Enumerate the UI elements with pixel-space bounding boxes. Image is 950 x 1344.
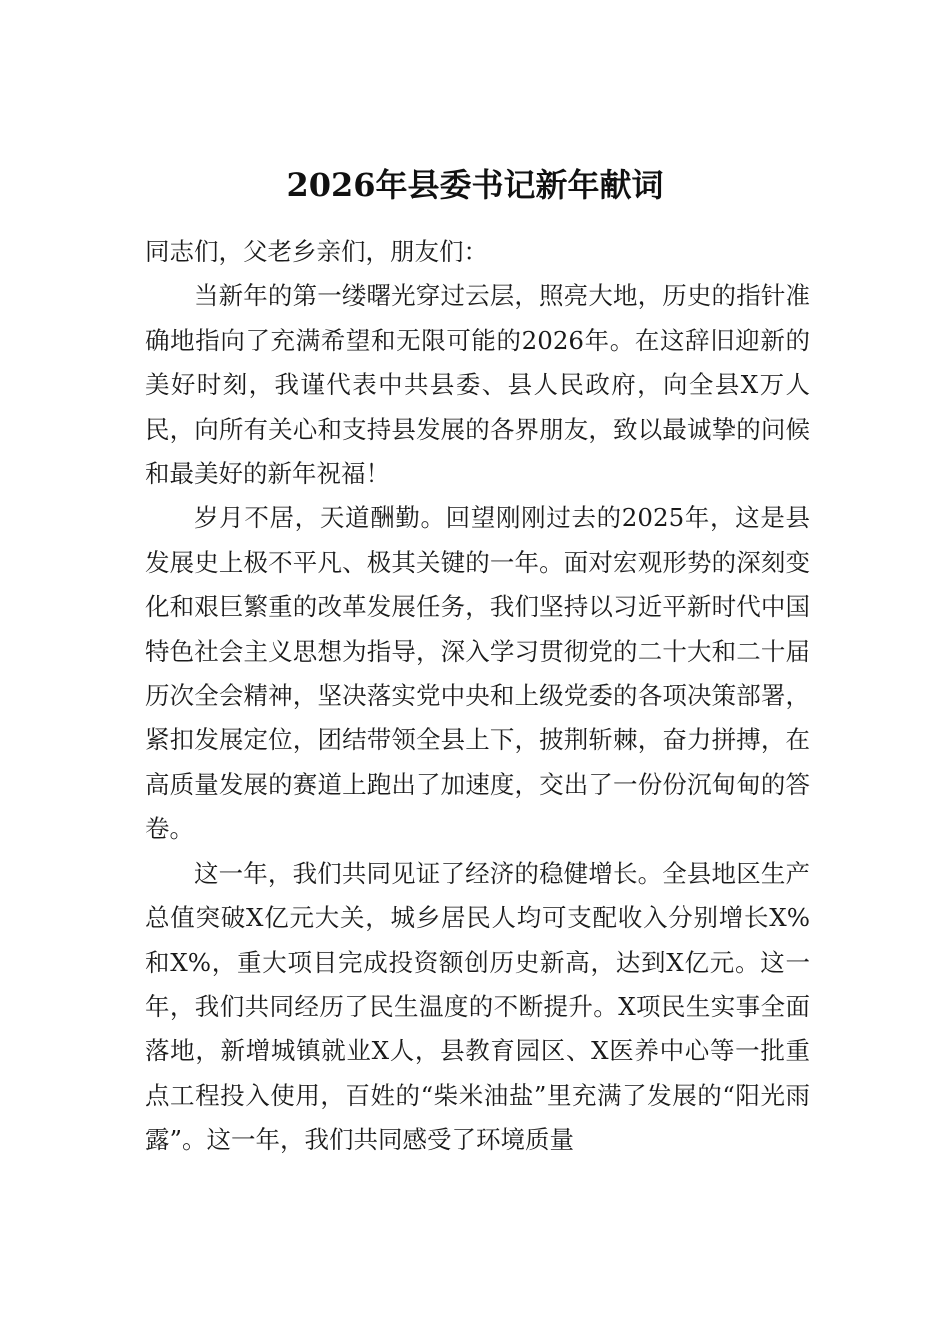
paragraph-achievements: 这一年，我们共同见证了经济的稳健增长。全县地区生产总值突破X亿元大关，城乡居民人均可支配收入分别增长X%和X%，重大项目完成投资额创历史新高，达到X亿元。这一年，我们共同经历了民生温度的不断提升。X项民生实事全面落地，新增城镇就业X人，县教育园区、X医养中心等一批重点工程投入使用，百姓的“柴米油盐”里充满了发展的“阳光雨露”。这一年，我们共同感受了环境质量 xyxy=(145,858,810,1155)
paragraph-2025-review: 岁月不居，天道酬勤。回望刚刚过去的2025年，这是县发展史上极不平凡、极其关键的一年。面对宏观形势的深刻变化和艰巨繁重的改革发展任务，我们坚持以习近平新时代中国特色社会主义思想为指导，深入学习贯彻党的二十大和二十届历次全会精神，坚决落实党中央和上级党委的各项决策部署，紧扣发展定位，团结带领全县上下，披荆斩棘，奋力拼搏，在高质量发展的赛道上跑出了加速度，交出了一份份沉甸甸的答卷。 xyxy=(145,503,810,844)
paragraph-new-year-greeting: 当新年的第一缕曙光穿过云层，照亮大地，历史的指针准确地指向了充满希望和无限可能的2026年。在这辞旧迎新的美好时刻，我谨代表中共县委、县人民政府，向全县X万人民，向所有关心和支持县发展的各界朋友，致以最诚挚的问候和最美好的新年祝福！ xyxy=(145,281,810,489)
document-title: 2026年县委书记新年献词 xyxy=(286,166,664,204)
document-body xyxy=(145,230,810,1163)
salutation: 同志们，父老乡亲们，朋友们： xyxy=(145,237,488,266)
